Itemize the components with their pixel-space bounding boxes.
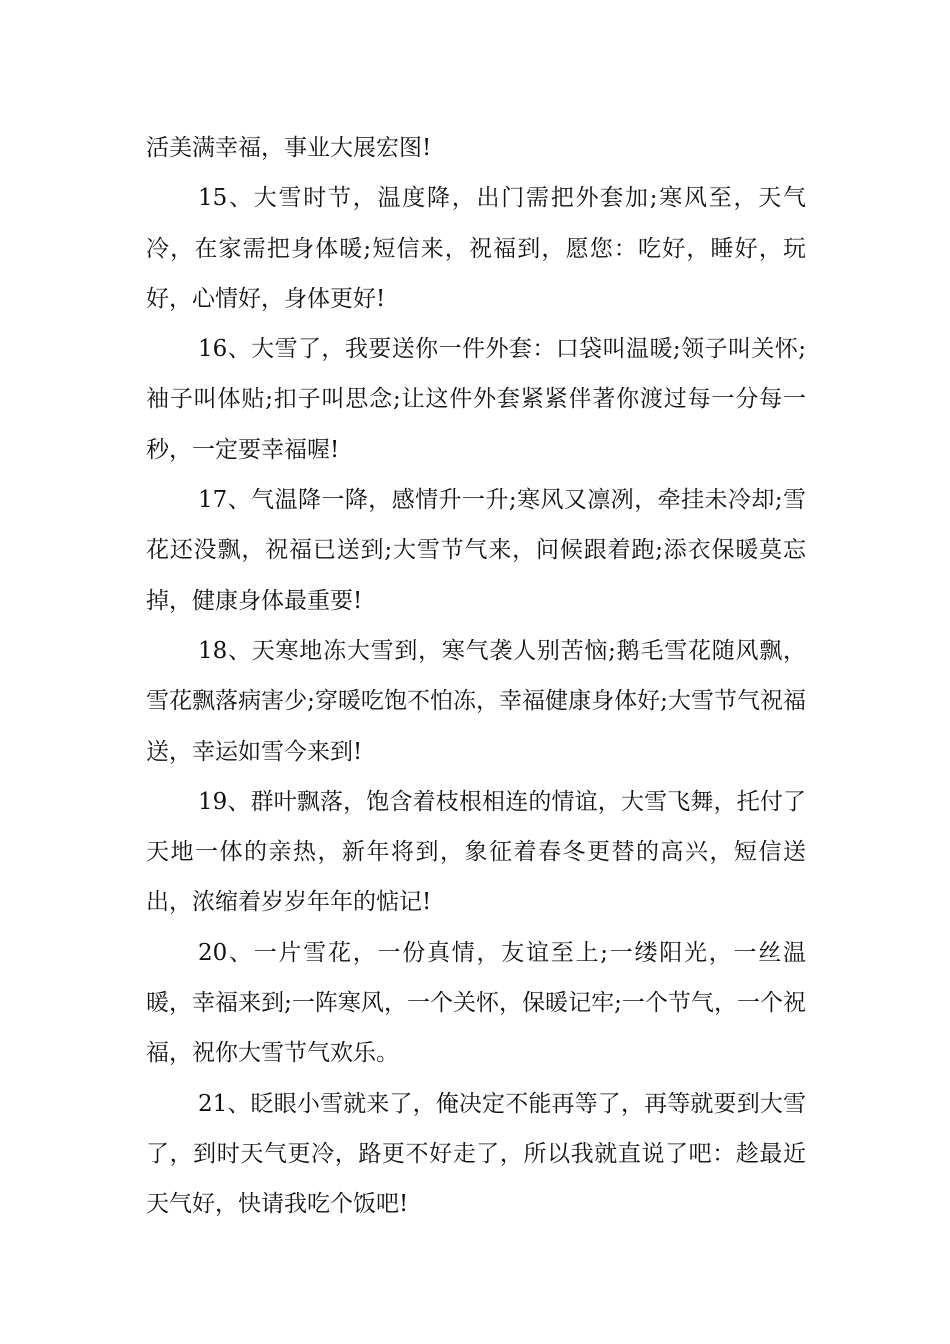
document-body: [146, 123, 806, 1230]
paragraph-21: 21、眨眼小雪就来了，俺决定不能再等了，再等就要到大雪了，到时天气更冷，路更不好走了，所以我就直说了吧：趁最近天气好，快请我吃个饭吧!: [146, 1090, 806, 1218]
paragraph-20: 20、一片雪花，一份真情，友谊至上;一缕阳光，一丝温暖，幸福来到;一阵寒风，一个关怀，保暖记牢;一个节气，一个祝福，祝你大雪节气欢乐。: [146, 939, 806, 1067]
paragraph-17: 17、气温降一降，感情升一升;寒风又凛冽，牵挂未冷却;雪花还没飘，祝福已送到;大雪节气来，问候跟着跑;添衣保暖莫忘掉，健康身体最重要!: [146, 487, 806, 614]
paragraph-18: 18、天寒地冻大雪到，寒气袭人别苦恼;鹅毛雪花随风飘，雪花飘落病害少;穿暖吃饱不怕冻，幸福健康身体好;大雪节气祝福送，幸运如雪今来到!: [146, 637, 806, 765]
paragraph-continuation: 活美满幸福，事业大展宏图!: [146, 135, 432, 161]
paragraph-15: 15、大雪时节，温度降，出门需把外套加;寒风至，天气冷，在家需把身体暖;短信来，祝福到，愿您：吃好，睡好，玩好，心情好，身体更好!: [146, 185, 806, 312]
paragraph-16: 16、大雪了，我要送你一件外套：口袋叫温暖;领子叫关怀;袖子叫体贴;扣子叫思念;让这件外套紧紧伴著你渡过每一分每一秒，一定要幸福喔!: [146, 336, 806, 463]
paragraph-19: 19、群叶飘落，饱含着枝根相连的情谊，大雪飞舞，托付了天地一体的亲热，新年将到，象征着春冬更替的高兴，短信送出，浓缩着岁岁年年的惦记!: [146, 788, 806, 916]
